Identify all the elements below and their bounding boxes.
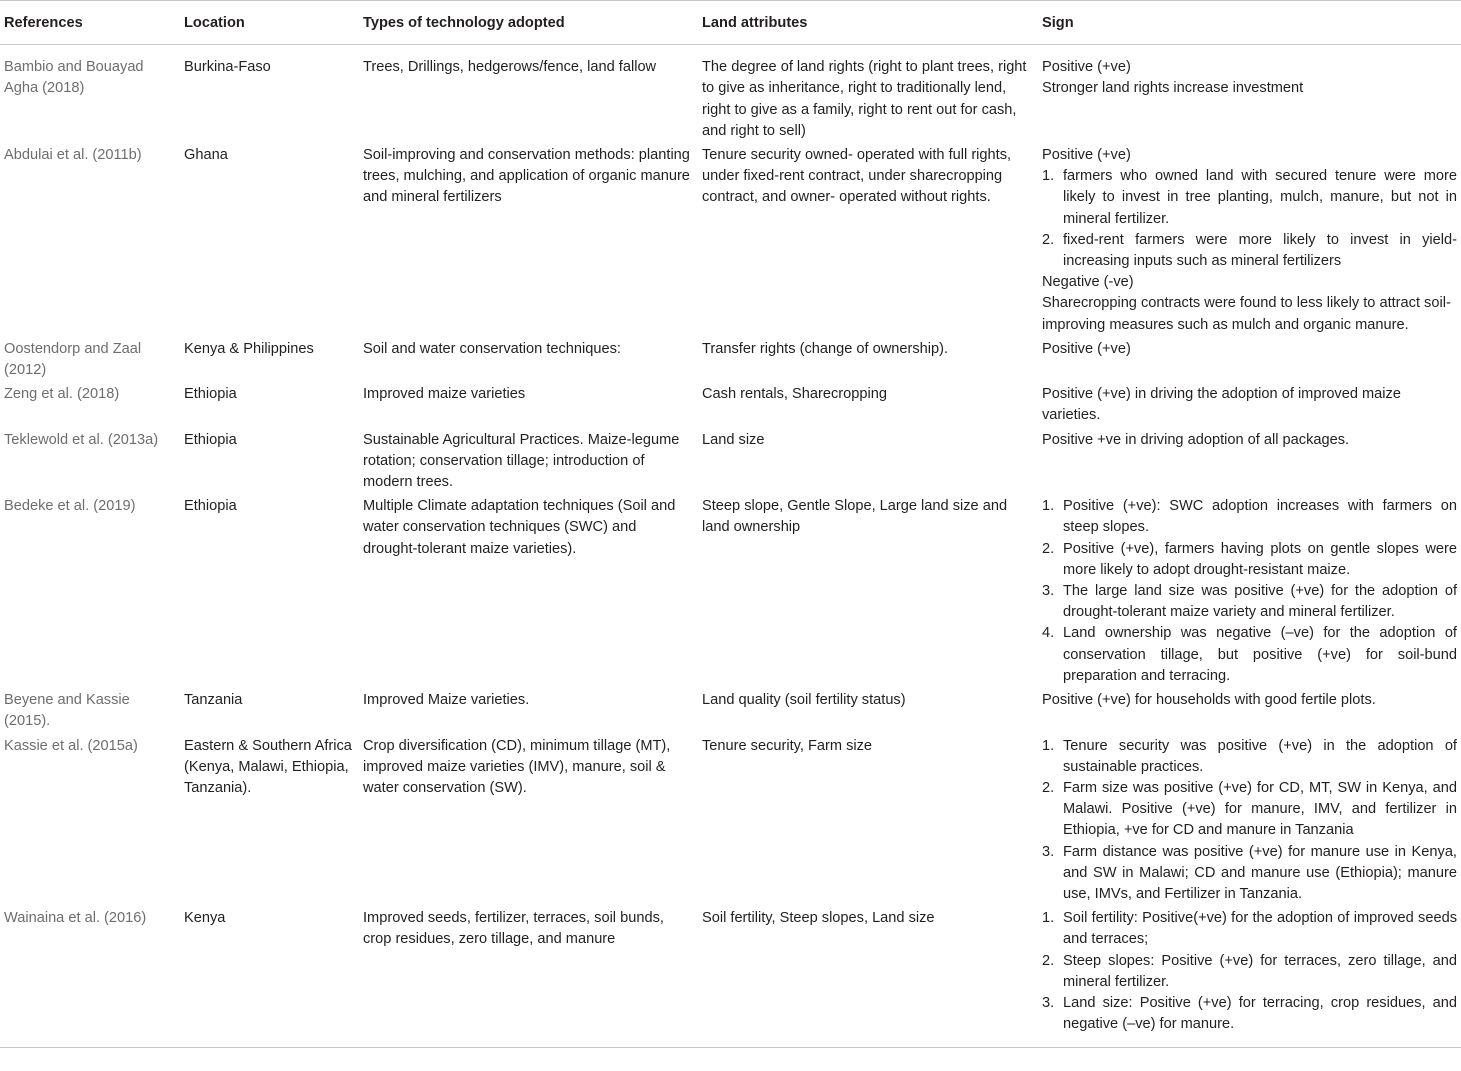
sign-list-item bbox=[1042, 778, 1457, 842]
header-land-attributes: Land attributes bbox=[698, 1, 1038, 45]
technology-cell: Improved Maize varieties. bbox=[363, 692, 530, 709]
technology-cell: Improved maize varieties bbox=[363, 386, 526, 403]
sign-list-item bbox=[1042, 842, 1457, 906]
sign-item-text: farmers who owned land with secured tenure were more likely to invest in tree planting, mulch, manure, but not in mineral fertilizer. bbox=[1063, 168, 1457, 227]
table-row bbox=[0, 428, 1461, 495]
technology-cell: Soil-improving and conservation methods: planting trees, mulching, and application of organic manure and mineral fertilizers bbox=[363, 147, 690, 206]
location-cell: Ghana bbox=[184, 147, 228, 164]
sign-item-number: 2. bbox=[1042, 231, 1055, 248]
sign-item-number: 1. bbox=[1042, 737, 1055, 754]
sign-item-number: 1. bbox=[1042, 910, 1055, 927]
reference-cell: Teklewold et al. (2013a) bbox=[4, 431, 159, 448]
sign-text: Sharecropping contracts were found to less likely to attract soil-improving measures such as mulch and organic manure. bbox=[1042, 295, 1451, 333]
land-attributes-cell: Land quality (soil fertility status) bbox=[702, 692, 906, 709]
reference-cell: Oostendorp and Zaal (2012) bbox=[4, 340, 142, 379]
sign-cell bbox=[1038, 734, 1461, 907]
reference-cell: Wainaina et al. (2016) bbox=[0, 906, 180, 1048]
sign-text: Positive (+ve) in driving the adoption of improved maize varieties. bbox=[1042, 386, 1401, 424]
table-row bbox=[0, 734, 1461, 907]
location-cell: Ethiopia bbox=[184, 386, 237, 403]
sign-list bbox=[1042, 908, 1457, 1035]
sign-text: Positive +ve in driving adoption of all packages. bbox=[1042, 431, 1350, 448]
table-body bbox=[0, 45, 1461, 1048]
sign-text: Positive (+ve) for households with good fertile plots. bbox=[1042, 692, 1376, 709]
sign-cell bbox=[1038, 45, 1461, 143]
sign-item-number: 3. bbox=[1042, 843, 1055, 860]
sign-cell bbox=[1038, 494, 1461, 688]
sign-list bbox=[1042, 736, 1457, 906]
sign-list bbox=[1042, 166, 1457, 272]
table-row bbox=[0, 906, 1461, 1048]
sign-item-number: 3. bbox=[1042, 583, 1055, 600]
sign-item-number: 2. bbox=[1042, 779, 1055, 796]
header-sign: Sign bbox=[1038, 1, 1461, 45]
table-row bbox=[0, 143, 1461, 337]
technology-cell: Multiple Climate adaptation techniques (Soil and water conservation techniques (SWC) and drought-tolerant maize varieties). bbox=[363, 498, 676, 557]
sign-item-text: Soil fertility: Positive(+ve) for the adoption of improved seeds and terraces; bbox=[1063, 910, 1457, 948]
header-technology: Types of technology adopted bbox=[359, 1, 698, 45]
reference-cell: Abdulai et al. (2011b) bbox=[4, 147, 142, 164]
location-cell: Kenya bbox=[180, 906, 359, 1048]
sign-item-text: The large land size was positive (+ve) for the adoption of drought-tolerant maize variety and mineral fertilizer. bbox=[1063, 583, 1457, 621]
sign-text: Negative (-ve) bbox=[1042, 274, 1134, 291]
sign-cell bbox=[1038, 688, 1461, 733]
location-cell: Ethiopia bbox=[184, 498, 237, 515]
header-row bbox=[0, 1, 1461, 45]
sign-text: Positive (+ve) bbox=[1042, 340, 1131, 357]
sign-item-number: 2. bbox=[1042, 952, 1055, 969]
sign-list-item bbox=[1042, 908, 1457, 950]
land-attributes-cell: Transfer rights (change of ownership). bbox=[702, 340, 949, 357]
sign-cell bbox=[1038, 382, 1461, 427]
sign-item-text: Tenure security was positive (+ve) in the adoption of sustainable practices. bbox=[1063, 737, 1457, 775]
sign-cell bbox=[1038, 143, 1461, 337]
sign-cell bbox=[1038, 906, 1461, 1048]
sign-item-text: fixed-rent farmers were more likely to invest in yield-increasing inputs such as mineral fertilizers bbox=[1063, 231, 1457, 270]
land-attributes-cell: Tenure security, Farm size bbox=[702, 737, 873, 754]
location-cell: Kenya & Philippines bbox=[184, 340, 314, 357]
sign-list-item bbox=[1042, 581, 1457, 623]
sign-list-item bbox=[1042, 951, 1457, 993]
land-attributes-cell: The degree of land rights (right to plant trees, right to give as inheritance, right to traditionally lend, right to give as a family, right to rent out for cash, and right to sell) bbox=[702, 59, 1027, 139]
location-cell: Eastern & Southern Africa (Kenya, Malawi, Ethiopia, Tanzania). bbox=[184, 737, 352, 796]
sign-text: Positive (+ve) bbox=[1042, 147, 1131, 164]
sign-item-text: Land ownership was negative (–ve) for the adoption of conservation tillage, but positive (+ve) for soil-bund preparation and terracing. bbox=[1063, 625, 1457, 684]
technology-cell: Trees, Drillings, hedgerows/fence, land fallow bbox=[363, 59, 657, 76]
land-attributes-cell: Land size bbox=[702, 431, 765, 448]
table-row bbox=[0, 494, 1461, 688]
sign-list-item bbox=[1042, 166, 1457, 230]
technology-cell: Soil and water conservation techniques: bbox=[363, 340, 621, 357]
sign-text: Positive (+ve) bbox=[1042, 59, 1131, 76]
table-row bbox=[0, 337, 1461, 382]
sign-item-text: Positive (+ve): SWC adoption increases with farmers on steep slopes. bbox=[1063, 498, 1457, 536]
sign-list bbox=[1042, 496, 1457, 687]
table-row bbox=[0, 45, 1461, 143]
table-row bbox=[0, 382, 1461, 427]
land-attributes-cell: Tenure security owned- operated with full rights, under fixed-rent contract, under sharecropping contract, and owner- operated without rights. bbox=[702, 147, 1012, 206]
sign-item-number: 2. bbox=[1042, 540, 1055, 557]
technology-cell: Improved seeds, fertilizer, terraces, soil bunds, crop residues, zero tillage, and manure bbox=[359, 906, 698, 1048]
sign-list-item bbox=[1042, 736, 1457, 778]
sign-list-item bbox=[1042, 230, 1457, 272]
sign-list-item bbox=[1042, 623, 1457, 687]
sign-item-number: 4. bbox=[1042, 625, 1055, 642]
sign-item-number: 3. bbox=[1042, 994, 1055, 1011]
sign-item-number: 1. bbox=[1042, 168, 1055, 185]
reference-cell: Beyene and Kassie (2015). bbox=[4, 692, 130, 730]
sign-list-item bbox=[1042, 496, 1457, 538]
header-location: Location bbox=[180, 1, 359, 45]
reference-cell: Bambio and Bouayad Agha (2018) bbox=[4, 59, 144, 97]
technology-cell: Sustainable Agricultural Practices. Maize-legume rotation; conservation tillage; introduction of modern trees. bbox=[363, 431, 680, 491]
technology-cell: Crop diversification (CD), minimum tillage (MT), improved maize varieties (IMV), manure, soil & water conservation (SW). bbox=[363, 737, 671, 796]
location-cell: Ethiopia bbox=[184, 431, 237, 448]
sign-item-number: 1. bbox=[1042, 498, 1055, 515]
sign-cell bbox=[1038, 337, 1461, 382]
sign-item-text: Positive (+ve), farmers having plots on gentle slopes were more likely to adopt drought-resistant maize. bbox=[1063, 540, 1457, 578]
sign-text: Stronger land rights increase investment bbox=[1042, 80, 1304, 97]
sign-list-item bbox=[1042, 993, 1457, 1035]
sign-item-text: Farm distance was positive (+ve) for manure use in Kenya, and SW in Malawi; CD and manure use (Ethiopia); manure use, IMVs, and Fertilizer in Tanzania. bbox=[1063, 843, 1457, 902]
location-cell: Burkina-Faso bbox=[184, 59, 271, 76]
sign-item-text: Farm size was positive (+ve) for CD, MT, SW in Kenya, and Malawi. Positive (+ve) for manure, IMV, and fertilizer in Ethiopia, +ve for CD and manure in Tanzania bbox=[1063, 779, 1457, 839]
table-row bbox=[0, 688, 1461, 733]
reference-cell: Bedeke et al. (2019) bbox=[4, 498, 136, 515]
header-references: References bbox=[0, 1, 180, 45]
land-attributes-cell: Steep slope, Gentle Slope, Large land size and land ownership bbox=[702, 498, 1008, 536]
reference-cell: Kassie et al. (2015a) bbox=[4, 737, 138, 754]
sign-item-text: Land size: Positive (+ve) for terracing, crop residues, and negative (–ve) for manure. bbox=[1063, 994, 1457, 1033]
sign-item-text: Steep slopes: Positive (+ve) for terraces, zero tillage, and mineral fertilizer. bbox=[1063, 952, 1457, 990]
sign-list-item bbox=[1042, 539, 1457, 581]
location-cell: Tanzania bbox=[184, 692, 243, 709]
land-attributes-cell: Cash rentals, Sharecropping bbox=[702, 386, 887, 403]
reference-cell: Zeng et al. (2018) bbox=[4, 386, 120, 403]
sign-cell bbox=[1038, 428, 1461, 495]
land-attributes-cell: Soil fertility, Steep slopes, Land size bbox=[698, 906, 1038, 1048]
